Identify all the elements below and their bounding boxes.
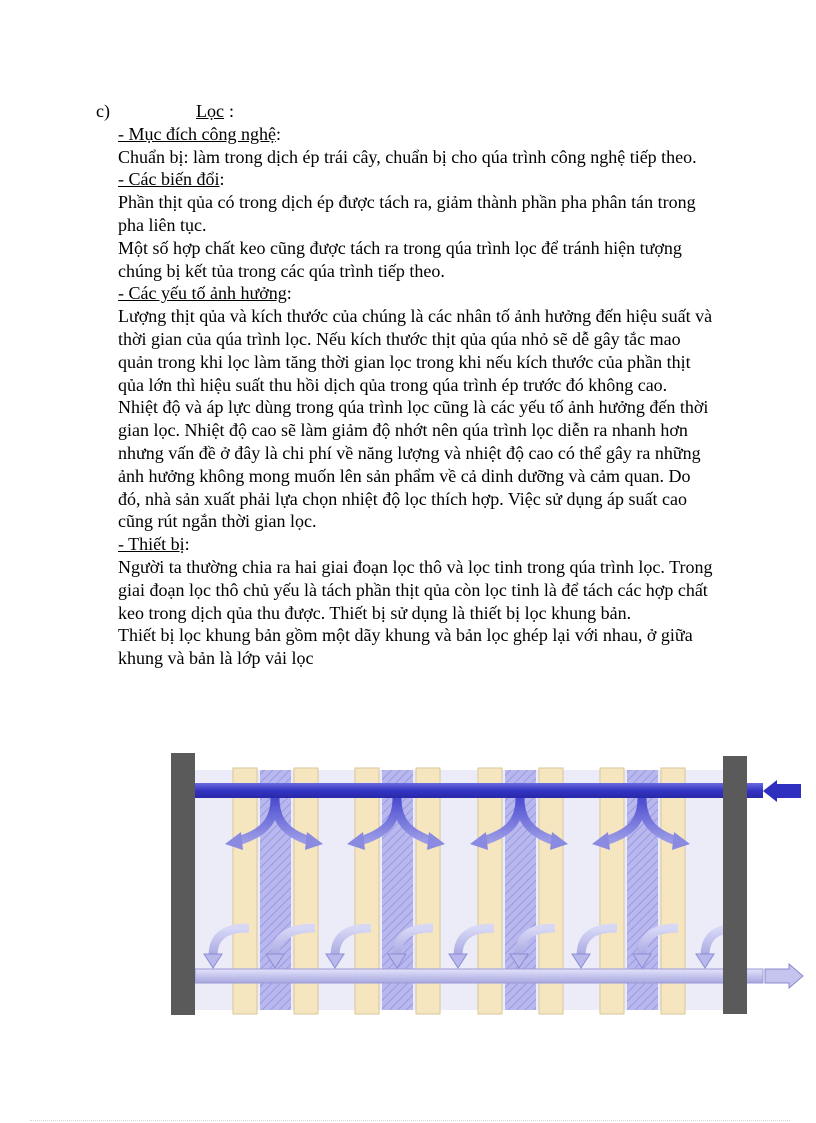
changes-label: - Các biến đổi — [118, 169, 220, 190]
equipment-label: - Thiết bị — [118, 534, 185, 555]
equipment-colon: : — [184, 534, 190, 555]
inlet-arrow-icon — [763, 780, 801, 802]
equipment-heading — [118, 533, 716, 556]
factors-text-1: Lượng thịt qủa và kích thước của chúng là các nhân tố ảnh hưởng đến hiệu suất và thời gian của qúa trình lọc. Nếu kích thước thịt qủa qúa nhỏ sẽ dễ gây tắc mao quản trong khi lọc làm tăng thời gian lọc trong khi nếu kích thước của phần thịt qủa lớn thì hiệu suất thu hồi dịch qủa trong qúa trình ép trước đó không cao. — [118, 306, 713, 395]
factors-heading — [118, 282, 716, 305]
section-letter: c) — [96, 101, 110, 121]
document-body — [96, 100, 716, 670]
inlet-pipe — [195, 783, 763, 798]
section-title-text: Lọc — [196, 101, 224, 121]
filter-press-diagram — [165, 750, 805, 1020]
changes-colon: : — [219, 169, 225, 190]
changes-heading — [118, 168, 716, 191]
changes-text-2: Một số hợp chất keo cũng được tách ra trong qúa trình lọc để tránh hiện tượng chúng bị kết tủa trong các qúa trình tiếp theo. — [118, 237, 682, 281]
purpose-heading — [118, 123, 716, 146]
equipment-text-1: Người ta thường chia ra hai giai đoạn lọc thô và lọc tinh trong qúa trình lọc. Trong giai đoạn lọc thô chủ yếu là tách phần thịt qủa còn lọc tinh là để tách các hợp chất keo trong dịch qủa thu được. Thiết bị sử dụng là thiết bị lọc khung bản. — [118, 556, 713, 623]
changes-text-1: Phần thịt qủa có trong dịch ép được tách ra, giảm thành phần pha phân tán trong pha liên tục. — [118, 192, 696, 235]
purpose-label: - Mục đích công nghệ — [118, 123, 276, 144]
outlet-pipe — [195, 969, 763, 983]
outlet-arrow-icon — [765, 964, 803, 988]
section-title — [196, 100, 224, 123]
factors-text-2: Nhiệt độ và áp lực dùng trong qúa trình lọc cũng là các yếu tố ảnh hưởng đến thời gian lọc. Nhiệt độ cao sẽ làm giảm độ nhớt nên qúa trình lọc diễn ra nhanh hơn nhưng vấn đề ở đây là chi phí về năng lượng và nhiệt độ cao có thể gây ra những ảnh hưởng không mong muốn lên sản phẩm về cả dinh dưỡng và cảm quan. Do đó, nhà sản xuất phải lựa chọn nhiệt độ lọc thích hợp. Việc sử dụng áp suất cao cũng rút ngắn thời gian lọc. — [118, 397, 709, 532]
purpose-colon: : — [275, 123, 281, 144]
right-end-frame — [723, 756, 747, 1014]
factors-block — [118, 282, 716, 533]
changes-block — [118, 168, 716, 282]
left-end-frame — [171, 753, 195, 1015]
equipment-text-2: Thiết bị lọc khung bản gồm một dãy khung và bản lọc ghép lại với nhau, ở giữa khung và bản là lớp vải lọc — [118, 625, 693, 669]
purpose-block — [118, 123, 716, 169]
section-title-colon: : — [229, 101, 235, 121]
factors-label: - Các yếu tố ảnh hưởng — [118, 283, 287, 304]
equipment-block — [118, 533, 716, 670]
section-heading — [96, 100, 716, 123]
purpose-text: Chuẩn bị: làm trong dịch ép trái cây, chuẩn bị cho qúa trình công nghệ tiếp theo. — [118, 146, 697, 167]
page-bottom-rule — [30, 1120, 790, 1121]
factors-colon: : — [286, 283, 292, 304]
